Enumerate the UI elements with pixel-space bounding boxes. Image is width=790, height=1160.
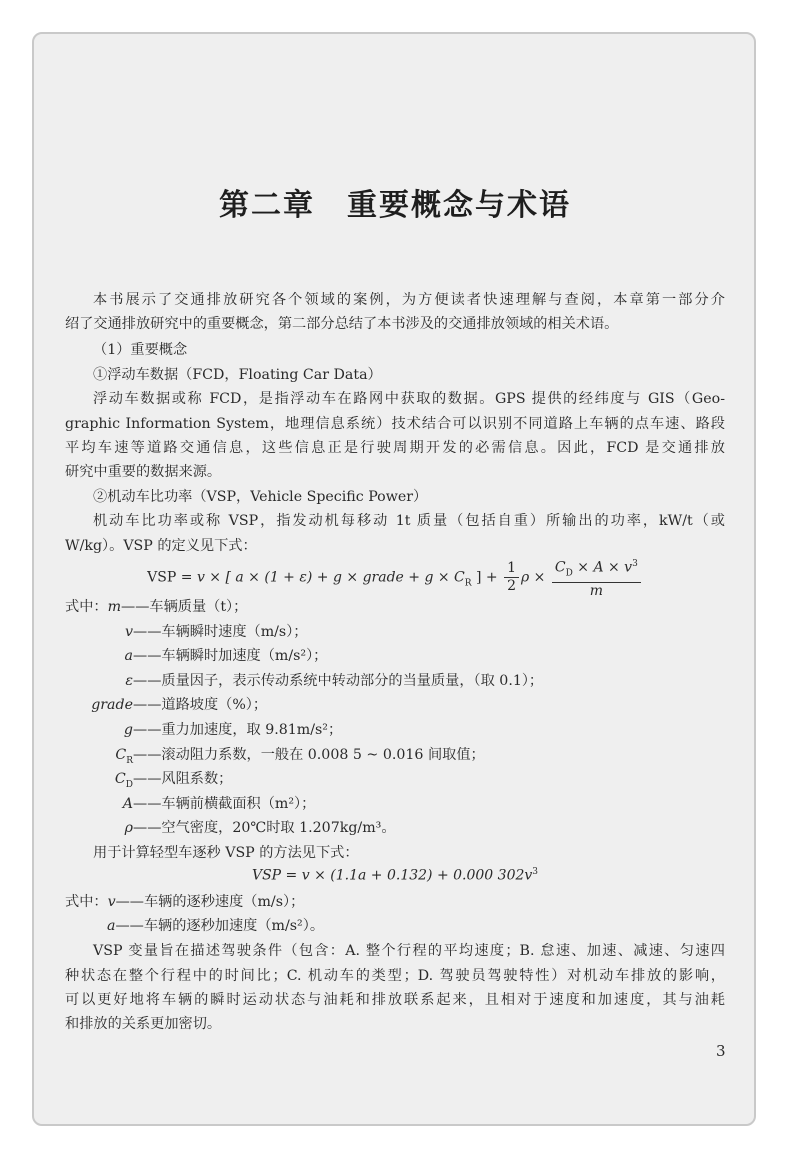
chapter-title: 第二章 重要概念与术语: [219, 188, 571, 223]
body-line: 机动车比功率或称 VSP，指发动机每移动 1t 质量（包括自重）所输出的功率，kW/t（或: [93, 513, 725, 529]
body-line: 浮动车数据或称 FCD，是指浮动车在路网中获取的数据。GPS 提供的经纬度与 GIS（Geo-: [93, 391, 725, 407]
body-line: 种状态在整个行程中的时间比；C. 机动车的类型；D. 驾驶员驾驶特性）对机动车排放的影响，: [65, 968, 725, 984]
definition-row: grade——道路坡度（%）；: [91, 697, 268, 714]
definition-row: g——重力加速度，取 9.81m/s²；: [123, 722, 343, 738]
definition-row: a——车辆的逐秒加速度（m/s²）。: [107, 918, 325, 934]
section-heading: （1）重要概念: [93, 342, 188, 358]
definition-row: $C_D——$风阻系数；: [114, 771, 233, 791]
body-line: 平均车速等道路交通信息，这些信息正是行驶周期开发的必需信息。因此，FCD 是交通排放: [65, 440, 725, 456]
definition-row: ε——质量因子，表示传动系统中转动部分的当量质量，（取 0.1）；: [125, 672, 544, 689]
body-line: VSP 变量旨在描述驾驶条件（包含：A. 整个行程的平均速度；B. 怠速、加速、减速、匀速四: [93, 943, 725, 959]
item-heading: ②机动车比功率（VSP，Vehicle Specific Power）: [93, 489, 428, 505]
vsp-formula: VSP = v × [ a × (1 + ε) + g × grade + $g \times C_R$ ] + $\frac{1}{2}$ ρ × $\frac{C_D \times A \times v^3}{m}$: [0, 556, 790, 599]
definition-row: 式中：v——车辆的逐秒速度（m/s）；: [65, 894, 305, 910]
body-line: graphic Information System，地理信息系统）技术结合可以识别不同道路上车辆的点车速、路段: [65, 416, 725, 432]
definition-row: a——车辆瞬时加速度（m/s²）；: [124, 648, 328, 665]
light-vsp-formula: VSP = v × (1.1a + 0.132) + 0.000 $302v^3$: [251, 867, 539, 884]
intro-line: 本书展示了交通排放研究各个领域的案例，为方便读者快速理解与查阅，本章第一部分介: [93, 292, 725, 308]
definition-row: 式中：m——车辆质量（t）；: [65, 599, 248, 615]
definition-row: ρ——空气密度，20℃时取 1.207kg/m³。: [124, 820, 396, 837]
item-heading: ①浮动车数据（FCD，Floating Car Data）: [93, 367, 382, 383]
definition-row: A——车辆前横截面积（m²）；: [122, 795, 316, 812]
body-line: 用于计算轻型车逐秒 VSP 的方法见下式：: [93, 845, 359, 861]
page-number: 3: [716, 1042, 726, 1060]
definition-row: v——车辆瞬时速度（m/s）；: [124, 623, 308, 640]
body-line: 可以更好地将车辆的瞬时运动状态与油耗和排放联系起来，且相对于速度和加速度，其与油耗: [65, 992, 725, 1008]
body-line: 和排放的关系更加密切。: [65, 1016, 222, 1032]
body-line: 研究中重要的数据来源。: [65, 464, 222, 480]
definition-row: $C_R——$滚动阻力系数，一般在 0.008 5 ~ 0.016 间取值；: [115, 746, 485, 766]
body-line: W/kg）。VSP 的定义见下式：: [65, 538, 257, 554]
intro-line: 绍了交通排放研究中的重要概念，第二部分总结了本书涉及的交通排放领域的相关术语。: [65, 316, 619, 332]
